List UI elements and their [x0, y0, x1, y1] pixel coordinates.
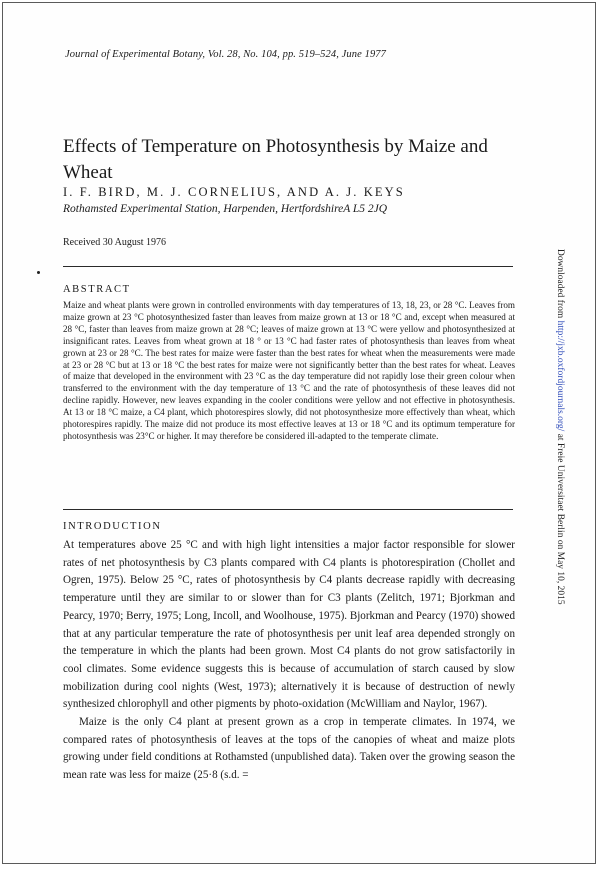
introduction-heading: INTRODUCTION [63, 521, 162, 532]
paper-page [2, 2, 596, 864]
affiliation: Rothamsted Experimental Station, Harpenden, HertfordshireA L5 2JQ [63, 203, 388, 215]
stray-mark [37, 271, 40, 274]
intro-paragraph-1: At temperatures above 25 °C and with high light intensities a major factor responsible for slower rates of net photosynthesis by C3 plants compared with C4 plants is photorespiration (Chollet and Ogren, 1975). Below 25 °C, rates of photosynthesis by C4 plants decrease rapidly with decreasing temperature until they are similar to or slower than for C3 plants (Zelitch, 1971; Bjorkman and Pearcy, 1970; Berry, 1975; Long, Incoll, and Woolhouse, 1975). Bjorkman and Pearcy (1970) showed that at any particular temperature the rate of photosynthesis per unit leaf area depended strongly on the temperature in which the plants had been grown. Most C4 plants do not grow satisfactorily in cool climates. Some evidence suggests this is because of accumulation of starch caused by slow mobilization during cool nights (West, 1973); alternatively it is because of destruction of newly synthesized chlorophyll and other pigments by photo-oxidation (McWilliam and Naylor, 1967). [63, 539, 515, 711]
download-notice-prefix: Downloaded from [555, 249, 565, 321]
intro-paragraph-2: Maize is the only C4 plant at present grown as a crop in temperate climates. In 1974, we compared rates of photosynthesis of leaves at the tops of the canopies of wheat and maize plots growing under field conditions at Rothamsted (unpublished data). Taken over the growing season the mean rate was less for maize (25·8 (s.d. = [63, 716, 515, 782]
download-notice [555, 249, 565, 605]
author-list: I. F. BIRD, M. J. CORNELIUS, AND A. J. KEYS [63, 185, 405, 199]
journal-citation: Journal of Experimental Botany, Vol. 28, No. 104, pp. 519–524, June 1977 [65, 49, 386, 60]
abstract-heading: ABSTRACT [63, 284, 131, 295]
paper-title: Effects of Temperature on Photosynthesis by Maize and Wheat [63, 135, 488, 183]
divider-top [63, 266, 513, 267]
abstract-body: Maize and wheat plants were grown in controlled environments with day temperatures of 13, 18, 23, or 28 °C. Leaves from maize grown at 23 °C photosynthesized faster than leaves from maize grown at 13 or 18 °C and, except when measured at 28 °C, faster than leaves from maize grown at 28 °C; leaves of maize grown at 13 °C were yellow and photosynthesized at insignificant rates. Leaves from wheat grown at 18 ° or 13 °C had faster rates of photosynthesis than leaves from wheat grown at 23 or 28 °C. The best rates for maize were faster than the best rates for wheat when the measurements were made at 23 or 28 °C but at 13 or 18 °C the best rates for maize were not significantly better than the best rates for wheat. Leaves of maize that developed in the environment with 23 °C as the day temperature did not rapidly lose their green colour when transferred to the environment with the day temperature of 13 °C and the rate of photosynthesis of these leaves did not decline rapidly. However, new leaves expanding in the cooler conditions were yellow and not effective in photosynthesis. At 13 or 18 °C maize, a C4 plant, which photorespires slowly, did not photosynthesize more effectively than wheat, which photorespires rapidly. The maize did not produce its most effective leaves at 13 or 18 °C and its optimum temperature for photosynthesis was 23°C or higher. It may therefore be considered ill-adapted to the temperate climate. [63, 300, 515, 441]
divider-bottom [63, 509, 513, 510]
introduction-body [63, 537, 515, 785]
received-date: Received 30 August 1976 [63, 237, 167, 248]
download-notice-suffix: at Freie Universitaet Berlin on May 10, 2015 [555, 431, 565, 605]
journal-link[interactable]: http://jxb.oxfordjournals.org/ [555, 320, 565, 432]
